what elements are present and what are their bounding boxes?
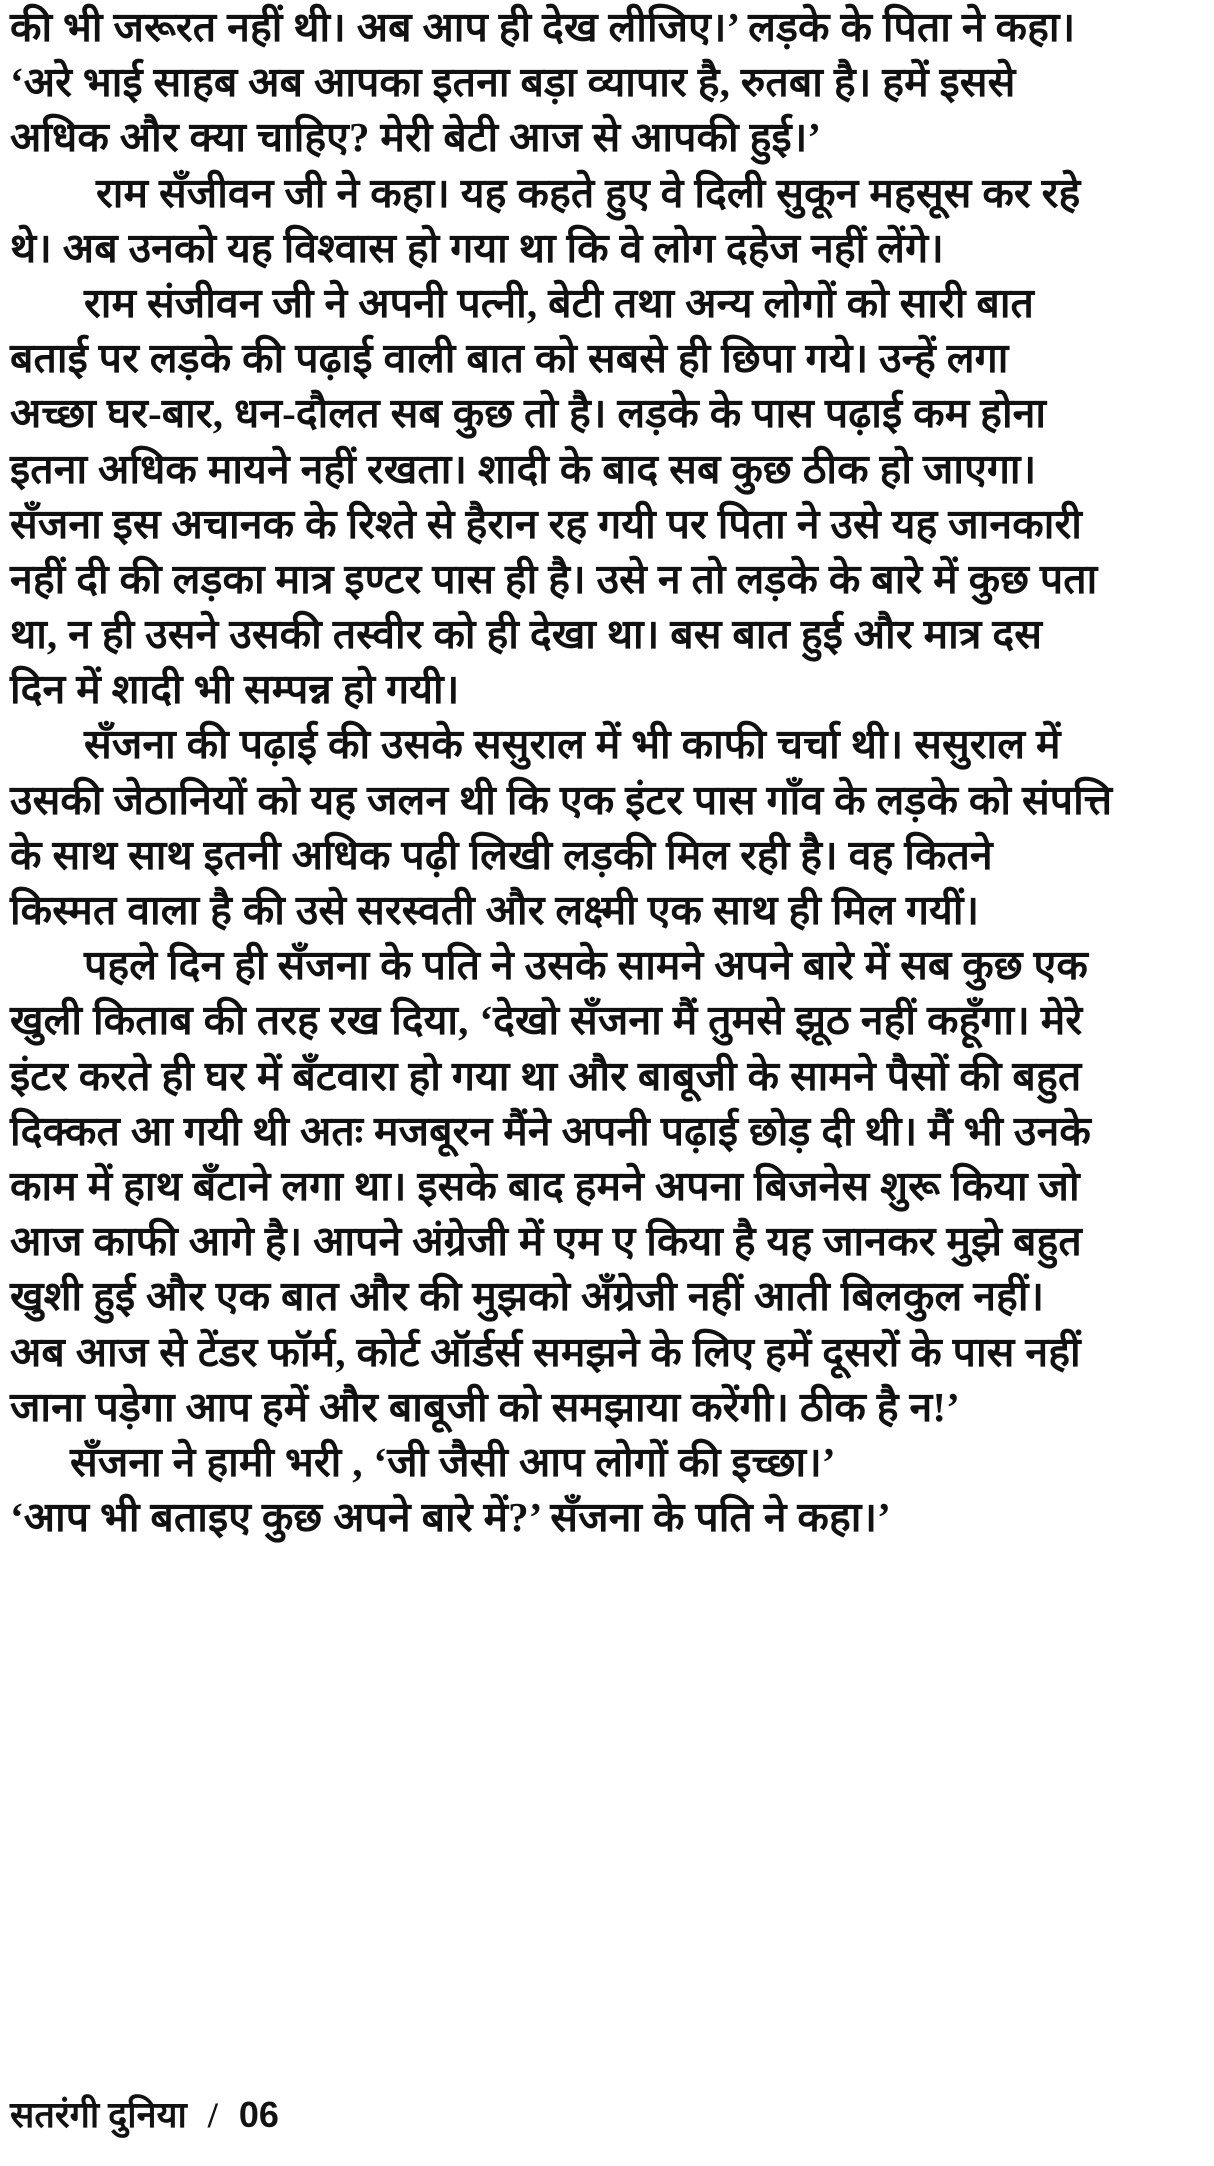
text-line: सँजना ने हामी भरी , ‘जी जैसी आप लोगों की इच्छा।’ (70, 1438, 836, 1485)
text-line: सँजना की पढ़ाई की उसके ससुराल में भी काफी चर्चा थी। ससुराल में (84, 721, 1061, 768)
text-line: जाना पड़ेगा आप हमें और बाबूजी को समझाया करेंगी। ठीक है न!’ (10, 1383, 960, 1430)
text-line: दिन में शादी भी सम्पन्न हो गयी। (10, 666, 460, 713)
text-line: अच्छा घर-बार, धन-दौलत सब कुछ तो है। लड़के के पास पढ़ाई कम होना (10, 390, 1047, 437)
text-line: दिक्कत आ गयी थी अतः मजबूरन मैंने अपनी पढ़ाई छोड़ दी थी। मैं भी उनके (10, 1107, 1091, 1154)
footer-page-number: 06 (238, 2094, 279, 2135)
text-line: राम सँजीवन जी ने कहा। यह कहते हुए वे दिली सुकून महसूस कर रहे (96, 169, 1081, 216)
text-line: पहले दिन ही सँजना के पति ने उसके सामने अपने बारे में सब कुछ एक (84, 942, 1088, 989)
text-line: की भी जरूरत नहीं थी। अब आप ही देख लीजिए।’ लड़के के पिता ने कहा। (10, 4, 1076, 50)
text-line: अधिक और क्या चाहिए? मेरी बेटी आज से आपकी हुई।’ (10, 114, 822, 161)
text-line: ‘आप भी बताइए कुछ अपने बारे में?’ सँजना के पति ने कहा।’ (10, 1494, 891, 1541)
text-line: किस्मत वाला है की उसे सरस्वती और लक्ष्मी एक साथ ही मिल गयीं। (10, 887, 980, 933)
text-line: इंटर करते ही घर में बँटवारा हो गया था और बाबूजी के सामने पैसों की बहुत (10, 1052, 1082, 1099)
text-line: खुली किताब की तरह रख दिया, ‘देखो सँजना मैं तुमसे झूठ नहीं कहूँगा। मेरे (10, 997, 1083, 1044)
text-line: के साथ साथ इतनी अधिक पढ़ी लिखी लड़की मिल रही है। वह कितने (10, 831, 993, 878)
text-line: उसकी जेठानियों को यह जलन थी कि एक इंटर पास गाँव के लड़के को संपत्ति (10, 776, 1113, 823)
footer-book-title: सतरंगी दुनिया (10, 2095, 187, 2135)
text-line: थे। अब उनको यह विश्वास हो गया था कि वे लोग दहेज नहीं लेंगे। (10, 224, 944, 271)
text-line: राम संजीवन जी ने अपनी पत्नी, बेटी तथा अन्य लोगों को सारी बात (84, 279, 1035, 326)
page-footer (10, 2092, 279, 2138)
text-line: सँजना इस अचानक के रिश्ते से हैरान रह गयी पर पिता ने उसे यह जानकारी (10, 500, 1082, 547)
text-line: था, न ही उसने उसकी तस्वीर को ही देखा था। बस बात हुई और मात्र दस (10, 611, 1043, 658)
text-line: खुशी हुई और एक बात और की मुझको अँग्रेजी नहीं आती बिलकुल नहीं। (10, 1273, 1045, 1320)
text-line: अब आज से टेंडर फॉर्म, कोर्ट ऑर्डर्स समझने के लिए हमें दूसरों के पास नहीं (10, 1328, 1081, 1375)
text-line: काम में हाथ बँटाने लगा था। इसके बाद हमने अपना बिजनेस शुरू किया जो (10, 1162, 1080, 1209)
text-line: ‘अरे भाई साहब अब आपका इतना बड़ा व्यापार है, रुतबा है। हमें इससे (10, 59, 1016, 106)
footer-separator: / (207, 2095, 218, 2135)
page-body (10, 0, 1202, 1545)
text-line: इतना अधिक मायने नहीं रखता। शादी के बाद सब कुछ ठीक हो जाएगा। (10, 445, 1037, 492)
text-line: नहीं दी की लड़का मात्र इण्टर पास ही है। उसे न तो लड़के के बारे में कुछ पता (10, 555, 1098, 602)
text-line: बताई पर लड़के की पढ़ाई वाली बात को सबसे ही छिपा गये। उन्हें लगा (10, 335, 1009, 382)
text-line: आज काफी आगे है। आपने अंग्रेजी में एम ए किया है यह जानकर मुझे बहुत (10, 1218, 1082, 1265)
